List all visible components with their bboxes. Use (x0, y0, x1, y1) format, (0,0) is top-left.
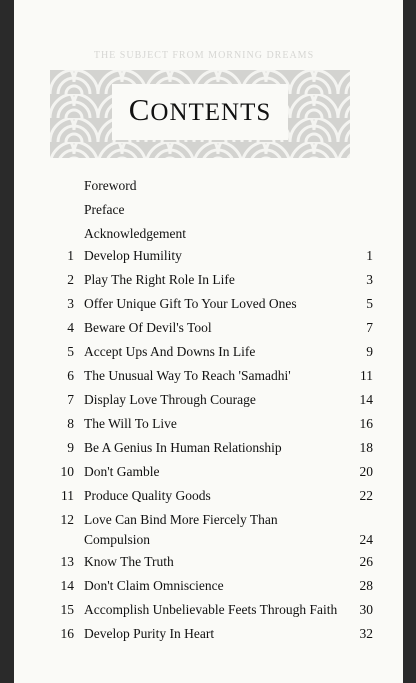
chapter-title: The Will To Live (84, 416, 177, 431)
page-number: 5 (366, 296, 373, 311)
toc-front-preface[interactable] (14, 200, 403, 222)
toc-entry[interactable] (14, 552, 403, 574)
chapter-number: 3 (67, 296, 74, 311)
chapter-number: 5 (67, 344, 74, 359)
contents-heading (50, 92, 350, 128)
toc-entry[interactable] (14, 462, 403, 484)
page-number: 32 (359, 626, 373, 641)
bleed-through-header: THE SUBJECT FROM MORNING DREAMS (93, 50, 315, 61)
page-number: 11 (360, 368, 373, 383)
page-number: 24 (359, 532, 373, 547)
toc-entry[interactable] (14, 624, 403, 646)
chapter-number: 11 (61, 488, 74, 503)
toc-entry[interactable] (14, 600, 403, 622)
chapter-title: Produce Quality Goods (84, 488, 211, 503)
page-number: 20 (359, 464, 373, 479)
chapter-number: 15 (60, 602, 74, 617)
front-title: Preface (84, 202, 125, 217)
chapter-number: 16 (60, 626, 74, 641)
chapter-number: 4 (67, 320, 74, 335)
chapter-title: Display Love Through Courage (84, 392, 256, 407)
page-number: 7 (366, 320, 373, 335)
chapter-title: The Unusual Way To Reach 'Samadhi' (84, 368, 291, 383)
toc-entry[interactable] (14, 486, 403, 508)
front-title: Foreword (84, 178, 137, 193)
chapter-number: 12 (60, 512, 74, 527)
book-page (14, 0, 403, 683)
chapter-title: Play The Right Role In Life (84, 272, 235, 287)
page-number: 16 (359, 416, 373, 431)
toc-entry[interactable] (14, 438, 403, 460)
chapter-title: Accomplish Unbelievable Feets Through Faith (84, 602, 338, 617)
chapter-title: Develop Purity In Heart (84, 626, 215, 641)
toc-entry[interactable] (14, 576, 403, 598)
chapter-title: Develop Humility (84, 248, 182, 263)
page-number: 14 (359, 392, 373, 407)
page-number: 22 (359, 488, 373, 503)
page-number: 28 (359, 578, 373, 593)
chapter-number: 2 (67, 272, 74, 287)
page-number: 18 (359, 440, 373, 455)
chapter-title: Be A Genius In Human Relationship (84, 440, 282, 455)
toc-entry[interactable] (14, 414, 403, 436)
toc-entry-continuation[interactable] (14, 530, 403, 552)
toc-entry[interactable] (14, 270, 403, 292)
toc-entry[interactable] (14, 366, 403, 388)
toc-front-acknowledgement[interactable] (14, 224, 403, 246)
chapter-title: Know The Truth (84, 554, 174, 569)
heading-rest: ONTENTS (150, 99, 272, 126)
chapter-title: Offer Unique Gift To Your Loved Ones (84, 296, 297, 311)
front-title: Acknowledgement (84, 226, 186, 241)
page-number: 30 (359, 602, 373, 617)
page-number: 1 (366, 248, 373, 263)
chapter-title-line-2: Compulsion (84, 532, 151, 547)
toc-entry[interactable] (14, 342, 403, 364)
chapter-number: 10 (60, 464, 74, 479)
chapter-title: Love Can Bind More Fiercely Than (84, 512, 278, 527)
toc-front-foreword[interactable] (14, 176, 403, 198)
chapter-number: 9 (67, 440, 74, 455)
chapter-number: 13 (60, 554, 74, 569)
chapter-number: 8 (67, 416, 74, 431)
chapter-title: Don't Claim Omniscience (84, 578, 224, 593)
page-number: 9 (366, 344, 373, 359)
toc-entry[interactable] (14, 246, 403, 268)
chapter-title: Beware Of Devil's Tool (84, 320, 212, 335)
page-number: 26 (359, 554, 373, 569)
chapter-number: 6 (67, 368, 74, 383)
toc-entry[interactable] (14, 294, 403, 316)
toc-entry[interactable] (14, 390, 403, 412)
chapter-number: 14 (60, 578, 74, 593)
chapter-title: Don't Gamble (84, 464, 160, 479)
toc-entry[interactable] (14, 510, 403, 532)
page-number: 3 (366, 272, 373, 287)
chapter-number: 7 (67, 392, 74, 407)
toc-entry[interactable] (14, 318, 403, 340)
heading-initial: C (128, 92, 151, 127)
chapter-number: 1 (67, 248, 74, 263)
chapter-title: Accept Ups And Downs In Life (84, 344, 256, 359)
